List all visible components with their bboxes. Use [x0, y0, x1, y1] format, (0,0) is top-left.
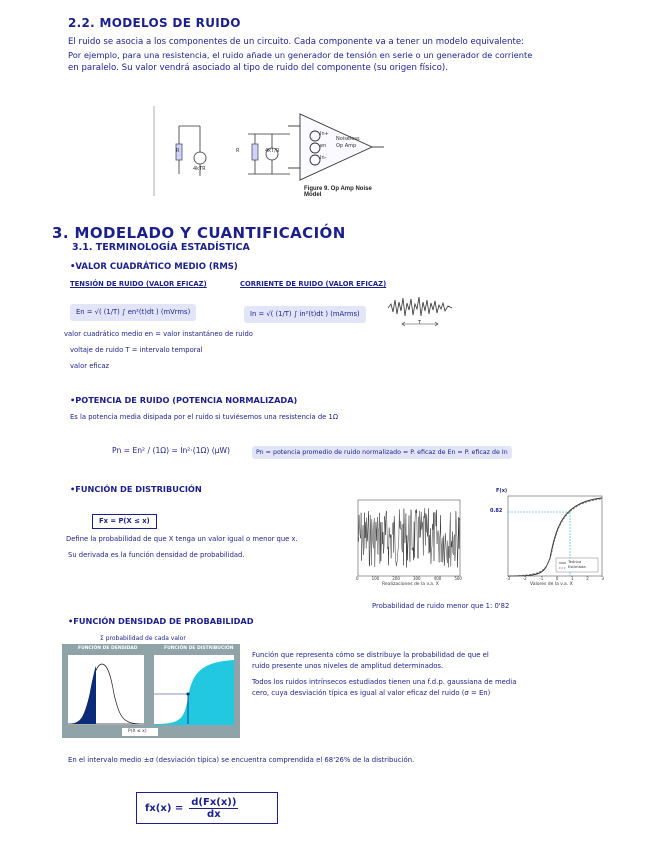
s22-paragraph	[68, 36, 628, 75]
prob-caption: Probabilidad de ruido menor que 1: 0'82	[372, 602, 510, 610]
noise-tick: 200	[392, 576, 400, 581]
cdf-tick: 1	[571, 576, 574, 581]
section-3-title: 3. MODELADO Y CUANTIFICACIÓN	[52, 224, 346, 242]
intervalo-text: En el intervalo medio ±σ (desviación típica) se encuentra comprendida el 68'26% de la distribución.	[68, 756, 415, 764]
cdf-tick: -2	[522, 576, 527, 581]
noise-realization-plot	[352, 496, 464, 588]
potencia-heading: •POTENCIA DE RUIDO (POTENCIA NORMALIZADA)	[70, 395, 298, 405]
section-2-2-title: 2.2. MODELOS DE RUIDO	[68, 16, 241, 30]
cdf-tick: 0	[555, 576, 559, 581]
tension-label: TENSIÓN DE RUIDO (VALOR EFICAZ)	[70, 280, 207, 288]
def-line-2: voltaje de ruido T = intervalo temporal	[70, 346, 203, 354]
cdf-tick: 3	[601, 576, 604, 581]
final-formula-lhs: fx(x) =	[145, 802, 184, 814]
dens-text-2: ruido presente unos niveles de amplitud determinados.	[252, 662, 444, 670]
noise-tick: 0	[356, 576, 359, 581]
cdf-ylabel: F(x)	[496, 488, 508, 494]
resistor-current-model	[248, 134, 290, 174]
def-line-3: valor eficaz	[70, 362, 110, 370]
density-panels-svg	[62, 644, 240, 738]
figure-caption: Figure 9. Op Amp Noise Model	[304, 186, 372, 198]
label-in-plus: In+	[320, 131, 329, 137]
section-3-1-title: 3.1. TERMINOLOGÍA ESTADÍSTICA	[72, 242, 250, 253]
final-formula-box	[136, 792, 278, 824]
fx-box: Fx = P(X ≤ x)	[92, 514, 157, 529]
noise-tick: 400	[433, 576, 442, 581]
label-res-b: R	[236, 148, 240, 154]
wave-t-label: T	[418, 320, 422, 326]
cdf-tick: -1	[539, 576, 544, 581]
noise-wave-drawing	[388, 294, 452, 334]
label-src-v: 4kTR	[193, 166, 206, 172]
dens-text-1: Función que representa cómo se distribuye la probabilidad de que el	[252, 651, 489, 659]
noise-xlabel: Realizaciones de la v.a. X	[382, 582, 439, 587]
cdf-tick: -3	[506, 576, 510, 581]
noise-model-figure	[150, 96, 390, 204]
label-en: en	[320, 143, 327, 149]
cdf-tick: 2	[586, 576, 589, 581]
rms-heading: •VALOR CUADRÁTICO MEDIO (RMS)	[70, 262, 238, 272]
dist-text-2: Su derivada es la función densidad de probabilidad.	[68, 551, 245, 559]
potencia-text: Es la potencia media disipada por el ruido si tuviésemos una resistencia de 1Ω	[70, 413, 339, 421]
s22-line-1: El ruido se asocia a los componentes de un circuito. Cada componente va a tener un modelo equivalente:	[68, 37, 525, 47]
noise-tick: 300	[412, 576, 421, 581]
dens-text-4: cero, cuya desviación típica es igual al valor eficaz del ruido (σ = En)	[252, 689, 491, 697]
in-formula: In = √( (1/T) ∫ in²(t)dt ) (mArms)	[244, 306, 366, 323]
noise-tick: 500	[454, 576, 462, 581]
en-formula: En = √( (1/T) ∫ en²(t)dt ) (mVrms)	[70, 304, 196, 321]
cdf-legend-teorica: Teórica	[568, 559, 582, 564]
dens-footer: P(X ≤ x)	[128, 729, 147, 734]
distribucion-heading: •FUNCIÓN DE DISTRIBUCIÓN	[70, 484, 202, 494]
final-formula-fraction	[189, 797, 238, 820]
pn-formula: Pn = En² / (1Ω) = In²·(1Ω) (μW)	[112, 446, 230, 455]
cdf-value: 0.82	[490, 508, 503, 514]
final-formula-numerator: d(Fx(x))	[191, 796, 237, 808]
label-op-amp: Op Amp	[336, 143, 357, 149]
noise-realization-svg	[352, 496, 464, 588]
cdf-xlabel: Valores de la v.a. X	[530, 582, 573, 587]
cdf-legend-estimada: Estimada	[568, 564, 586, 569]
dist-text-1: Define la probabilidad de que X tenga un valor igual o menor que x.	[66, 535, 298, 543]
label-in-minus: In-	[320, 155, 327, 161]
dens-paragraph	[252, 650, 516, 699]
dens-panel-2-title: FUNCIÓN DE DISTRIBUCIÓN	[164, 646, 234, 651]
label-src-i: 4kT/R	[265, 148, 280, 154]
cdf-svg	[482, 488, 606, 588]
pn-description: Pn = potencia promedio de ruido normalizado = P. eficaz de En = P. eficaz de In	[252, 446, 512, 459]
dens-text-3: Todos los ruidos intrínsecos estudiados tienen una f.d.p. gaussiana de media	[252, 678, 517, 686]
noise-wave-sketch	[388, 294, 452, 334]
dens-panel-1-title: FUNCIÓN DE DENSIDAD	[78, 646, 138, 651]
s22-line-2: Por ejemplo, para una resistencia, el ruido añade un generador de tensión en serie o un generador de corriente	[68, 50, 533, 60]
density-panels	[62, 644, 240, 738]
sigma-note: Σ probabilidad de cada valor	[100, 635, 186, 642]
corriente-label: CORRIENTE DE RUIDO (VALOR EFICAZ)	[240, 280, 387, 288]
cdf-plot	[482, 488, 606, 588]
final-formula-denominator: dx	[207, 808, 221, 820]
noise-tick: 100	[371, 576, 380, 581]
label-noiseless: Noiseless	[336, 136, 360, 142]
label-res-a: R	[176, 148, 180, 154]
densidad-heading: •FUNCIÓN DENSIDAD DE PROBABILIDAD	[68, 616, 254, 626]
s22-line-3: en paralelo. Su valor vendrá asociado al tipo de ruido del componente (su origen físico).	[68, 63, 448, 73]
def-line-1: valor cuadrático medio en = valor instantáneo de ruido	[64, 330, 253, 338]
